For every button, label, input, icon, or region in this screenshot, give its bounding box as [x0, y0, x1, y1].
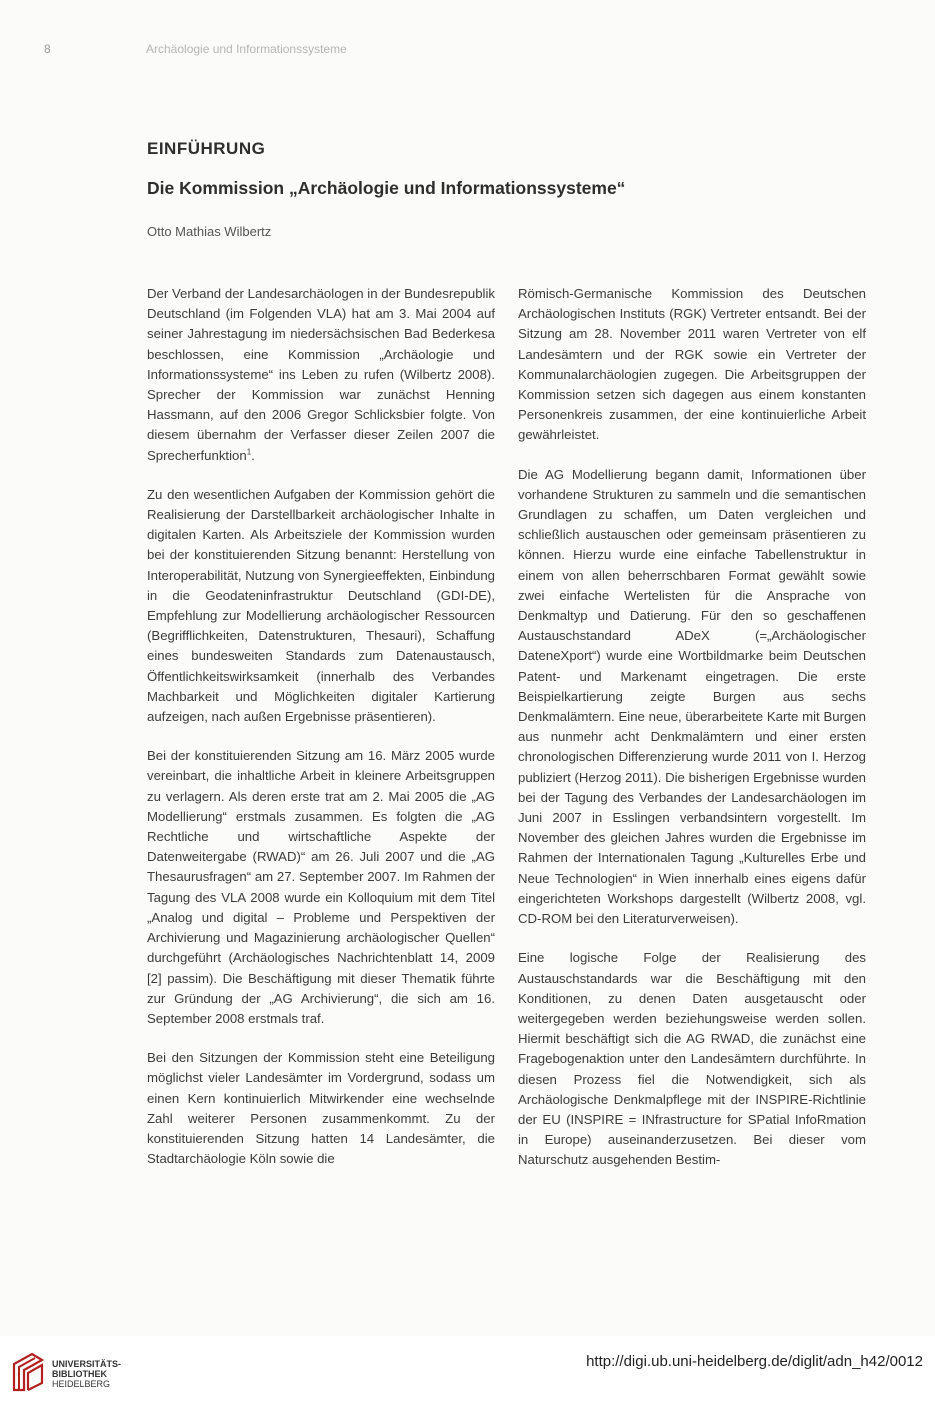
- paragraph: Eine logische Folge der Realisierung des Austauschstandards war die Beschäftigung mit den Konditionen, zu denen Daten ausgetauscht oder weitergegeben werden beziehungsweise werden sollen. Hiermit beschäftigt sich die AG RWAD, die zunächst eine Fragebogenaktion unter den Landesämtern durchführte. In diesen Prozess fiel die Notwendigkeit, sich als Archäologische Denkmalpflege mit der INSPIRE-Richtlinie der EU (INSPIRE = INfrastructure for SPatial InfoRmation in Europe) auseinanderzusetzen. Bei dieser vom Naturschutz ausgehenden Bestim-: [518, 950, 866, 1168]
- paragraph: [147, 284, 495, 466]
- running-title: Archäologie und Informationssysteme: [146, 42, 347, 56]
- author-name: Otto Mathias Wilbertz: [147, 224, 272, 239]
- article-title: Die Kommission „Archäologie und Informationssysteme“: [147, 178, 626, 198]
- library-logo-icon: [10, 1350, 46, 1394]
- paragraph: Die AG Modellierung begann damit, Informationen über vorhandene Strukturen zu sammeln und die semantischen Grundlagen zu schaffen, um Daten vergleichen und schließlich austauschen oder gemeinsam präsentieren zu können. Hierzu wurde eine einfache Tabellenstruktur in einem von allen beherrschbaren Format gewählt sowie zwei einfache Wertelisten für die Ansprache von Denkmaltyp und Datierung. Für den so geschaffenen Austauschstandard ADeX (=„Archäologischer DateneXport“) wurde eine Wortbildmarke beim Deutschen Patent- und Markenamt eingetragen. Die erste Beispielkartierung zeigte Burgen aus sechs Denkmalämtern. Eine neue, überarbeitete Karte mit Burgen aus nunmehr acht Denkmalämtern und einer ersten chronologischen Differenzierung wurde 2011 von I. Herzog publiziert (Herzog 2011). Die bisherigen Ergebnisse wurden bei der Tagung des Verbandes der Landesarchäologen im Juni 2007 in Esslingen verbandsintern vorgestellt. Im November des gleichen Jahres wurden die Ergebnisse im Rahmen der Internationalen Tagung „Kulturelles Erbe und Neue Technologien“ in Wien innerhalb eines eigens dafür eingerichteten Workshops dargestellt (Wilbertz 2008, vgl. CD-ROM bei den Literaturverweisen).: [518, 466, 866, 927]
- paragraph: Bei den Sitzungen der Kommission steht eine Beteiligung möglichst vieler Landesämter im Vordergrund, sodass um einen Kern kontinuierlich Mitwirkender eine wechselnde Zahl weiterer Personen zusammenkommt. Zu der konstituierenden Sitzung hatten 14 Landesämter, die Stadtarchäologie Köln sowie die: [147, 1050, 495, 1167]
- paragraph-end: .: [251, 447, 255, 463]
- logo-line: BIBLIOTHEK: [52, 1369, 107, 1379]
- paragraph: Römisch-Germanische Kommission des Deutschen Archäologischen Instituts (RGK) Vertreter entsandt. Bei der Sitzung am 28. November 2011 waren Vertreter von elf Landesämtern und der RGK sowie ein Vertreter der Kommunalarchäologien zugegen. Die Arbeitsgruppen der Kommission setzen sich dagegen aus einem konstanten Personenkreis zusammen, der eine kontinuierliche Arbeit gewährleistet.: [518, 286, 866, 443]
- library-logo-text: [52, 1359, 121, 1389]
- section-heading: EINFÜHRUNG: [147, 139, 266, 158]
- paragraph: Bei der konstituierenden Sitzung am 16. März 2005 wurde vereinbart, die inhaltliche Arbeit in kleinere Arbeitsgruppen zu verlagern. Als deren erste trat am 2. Mai 2005 die „AG Modellierung“ erstmals zusammen. Es folgten die „AG Rechtliche und wirtschaftliche Aspekte der Datenweitergabe (RWAD)“ am 26. Juli 2007 und die „AG Thesaurusfragen“ am 27. September 2007. Im Rahmen der Tagung des VLA 2008 wurde ein Kolloquium mit dem Titel „Analog und digital – Probleme und Perspektiven der Archivierung und Magazinierung archäologischer Quellen“ durchgeführt (Archäologisches Nachrichtenblatt 14, 2009 [2] passim). Die Beschäftigung mit dieser Thematik führte zur Gründung der „AG Archivierung“, die sich am 16. September 2008 erstmals traf.: [147, 748, 495, 1026]
- running-header: [44, 42, 347, 56]
- paragraph: Zu den wesentlichen Aufgaben der Kommission gehört die Realisierung der Darstellbarkeit archäologischer Inhalte in digitalen Karten. Als Arbeitsziele der Kommission wurden bei der konstituierenden Sitzung benannt: Herstellung von Interoperabilität, Nutzung von Synergieeffekten, Einbindung in die Geodateninfrastruktur Deutschland (GDI-DE), Empfehlung zur Modellierung archäologischer Ressourcen (Begrifflichkeiten, Datenstrukturen, Thesauri), Schaffung eines bundesweiten Standards zum Datenaustausch, Öffentlichkeitswirksamkeit (innerhalb des Verbandes Machbarkeit und Möglichkeiten digitaler Kartierung aufzeigen, nach außen Ergebnisse präsentieren).: [147, 486, 495, 725]
- left-column: [147, 284, 495, 1188]
- footnote-marker[interactable]: 1: [246, 447, 252, 457]
- paragraph-text: Der Verband der Landesarchäologen in der Bundesrepublik Deutschland (im Folgenden VLA) hat am 3. Mai 2004 auf seiner Jahrestagung im niedersächsischen Bad Bederkesa beschlossen, eine Kommission „Archäologie und Informationssysteme“ ins Leben zu rufen (Wilbertz 2008). Sprecher der Kommission war zunächst Henning Hassmann, auf den 2006 Gregor Schlicksbier folgte. Von diesem übernahm der Verfasser dieser Zeilen 2007 die Sprecherfunktion: [147, 286, 495, 463]
- right-column: [518, 284, 866, 1190]
- logo-line: UNIVERSITÄTS-: [52, 1359, 122, 1369]
- footer-bar: [0, 1336, 935, 1409]
- page-number: 8: [44, 42, 51, 56]
- source-url-link[interactable]: http://digi.ub.uni-heidelberg.de/diglit/adn_h42/0012: [586, 1353, 923, 1370]
- logo-line: HEIDELBERG: [52, 1379, 111, 1389]
